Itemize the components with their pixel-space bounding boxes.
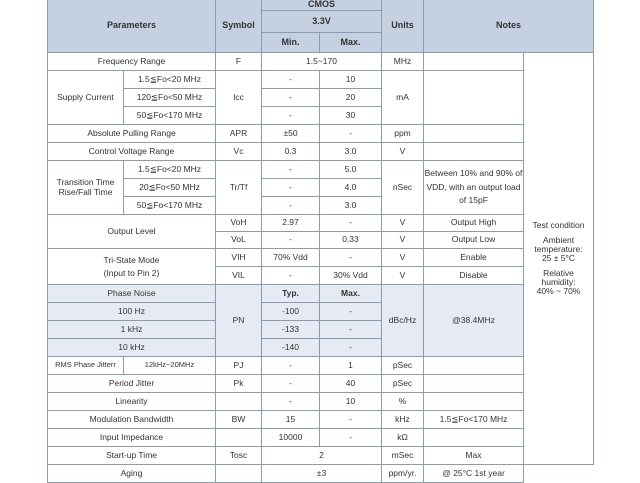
aging-value: ±3 (262, 465, 382, 483)
abs-pulling-param: Absolute Pulling Range (48, 125, 216, 143)
control-voltage-symbol: Vc (216, 143, 262, 161)
relative-humidity (524, 269, 593, 296)
mod-bandwidth-unit: kHz (382, 411, 424, 429)
supply-current-note (424, 71, 524, 125)
period-jitter-min: - (262, 375, 320, 393)
header-max: Max. (320, 33, 382, 53)
transition-time-cond-2: 20≦Fo<50 MHz (124, 179, 216, 197)
humidity-line2: humidity: (541, 276, 576, 287)
vil-note: Disable (424, 267, 524, 285)
header-units: Units (382, 0, 424, 53)
phase-noise-max-label: Max. (320, 285, 382, 303)
mod-bandwidth-max: - (320, 411, 382, 429)
phase-noise-typ-label: Typ. (262, 285, 320, 303)
input-impedance-unit: kΩ (382, 429, 424, 447)
vih-symbol: VIH (216, 249, 262, 267)
transition-time-max-3: 3.0 (320, 197, 382, 215)
abs-pulling-min: ±50 (262, 125, 320, 143)
phase-noise-typ-2: -133 (262, 321, 320, 339)
ambient-value: 25 ± 5°C (541, 253, 576, 264)
spec-table (47, 0, 594, 483)
abs-pulling-unit: ppm (382, 125, 424, 143)
period-jitter-note (424, 375, 524, 393)
linearity-min: - (262, 393, 320, 411)
test-condition-cell (524, 53, 594, 465)
mod-bandwidth-min: 15 (262, 411, 320, 429)
period-jitter-param: Period Jitter (48, 375, 216, 393)
transition-time-param (48, 161, 124, 215)
input-impedance-note (424, 429, 524, 447)
transition-time-max-1: 5.0 (320, 161, 382, 179)
transition-time-cond-1: 1.5≦Fo<20 MHz (124, 161, 216, 179)
linearity-symbol (216, 393, 262, 411)
output-high-symbol: VoH (216, 215, 262, 232)
supply-current-cond-3: 50≦Fo<170 MHz (124, 107, 216, 125)
period-jitter-max: 40 (320, 375, 382, 393)
linearity-unit: % (382, 393, 424, 411)
header-voltage: 3.3V (262, 11, 382, 33)
transition-time-line1: Transition Time (56, 176, 115, 187)
transition-time-unit: nSec (382, 161, 424, 215)
control-voltage-note (424, 143, 524, 161)
control-voltage-max: 3.0 (320, 143, 382, 161)
abs-pulling-symbol: APR (216, 125, 262, 143)
period-jitter-unit: pSec (382, 375, 424, 393)
rms-jitter-unit: pSec (382, 357, 424, 375)
transition-time-min-1: - (262, 161, 320, 179)
frequency-range-symbol: F (216, 53, 262, 71)
aging-param: Aging (48, 465, 216, 483)
input-impedance-max: - (320, 429, 382, 447)
abs-pulling-max: - (320, 125, 382, 143)
supply-current-min-3: - (262, 107, 320, 125)
test-condition-title: Test condition (532, 220, 585, 231)
mod-bandwidth-param: Modulation Bandwidth (48, 411, 216, 429)
input-impedance-param: Input Impedance (48, 429, 216, 447)
transition-time-line2: Rise/Fall Time (58, 186, 113, 197)
supply-current-min-2: - (262, 89, 320, 107)
vih-note: Enable (424, 249, 524, 267)
frequency-range-note (424, 53, 524, 71)
phase-noise-max-2: - (320, 321, 382, 339)
rms-jitter-cond: 12kHz~20MHz (124, 357, 216, 375)
output-high-note: Output High (424, 215, 524, 232)
control-voltage-param: Control Voltage Range (48, 143, 216, 161)
humidity-value: 40% ~ 70% (536, 285, 581, 296)
phase-noise-max-1: - (320, 303, 382, 321)
phase-noise-note: @38.4MHz (424, 285, 524, 357)
supply-current-symbol: Icc (216, 71, 262, 125)
phase-noise-offset-2: 1 kHz (48, 321, 216, 339)
rms-jitter-param: RMS Phase Jitterr (48, 357, 124, 375)
output-low-note: Output Low (424, 232, 524, 249)
vil-min: - (262, 267, 320, 285)
rms-jitter-min: - (262, 357, 320, 375)
abs-pulling-note (424, 125, 524, 143)
phase-noise-max-3: - (320, 339, 382, 357)
phase-noise-unit: dBc/Hz (382, 285, 424, 357)
vih-min: 70% Vdd (262, 249, 320, 267)
tri-state-line1: Tri-State Mode (103, 254, 160, 265)
vil-unit: V (382, 267, 424, 285)
transition-time-cond-3: 50≦Fo<170 MHz (124, 197, 216, 215)
tri-state-param (48, 249, 216, 285)
vih-unit: V (382, 249, 424, 267)
output-high-unit: V (382, 215, 424, 232)
linearity-note (424, 393, 524, 411)
vih-max: - (320, 249, 382, 267)
input-impedance-symbol (216, 429, 262, 447)
ambient-line1: Ambient (542, 235, 575, 246)
startup-time-note: Max (424, 447, 524, 465)
linearity-param: Linearity (48, 393, 216, 411)
frequency-range-unit: MHz (382, 53, 424, 71)
transition-time-note: Between 10% and 90% of VDD, with an output load of 15pF (424, 161, 524, 215)
humidity-line1: Relative (543, 267, 574, 278)
header-symbol: Symbol (216, 0, 262, 53)
supply-current-min-1: - (262, 71, 320, 89)
vil-max: 30% Vdd (320, 267, 382, 285)
supply-current-unit: mA (382, 71, 424, 125)
control-voltage-min: 0.3 (262, 143, 320, 161)
header-parameters: Parameters (48, 0, 216, 53)
rms-jitter-symbol: PJ (216, 357, 262, 375)
header-min: Min. (262, 33, 320, 53)
output-low-unit: V (382, 232, 424, 249)
supply-current-cond-1: 1.5≦Fo<20 MHz (124, 71, 216, 89)
phase-noise-param: Phase Noise (48, 285, 216, 303)
rms-jitter-note (424, 357, 524, 375)
header-cmos: CMOS (262, 0, 382, 11)
output-high-min: 2.97 (262, 215, 320, 232)
supply-current-param: Supply Current (48, 71, 124, 125)
ambient-temperature (524, 236, 593, 263)
aging-unit: ppm/yr. (382, 465, 424, 483)
output-low-symbol: VoL (216, 232, 262, 249)
startup-time-param: Start-up Time (48, 447, 216, 465)
phase-noise-offset-1: 100 Hz (48, 303, 216, 321)
frequency-range-param: Frequency Range (48, 53, 216, 71)
linearity-max: 10 (320, 393, 382, 411)
header-notes: Notes (424, 0, 594, 53)
supply-current-cond-2: 120≦Fo<50 MHz (124, 89, 216, 107)
control-voltage-unit: V (382, 143, 424, 161)
ambient-line2: temperature: (534, 244, 583, 255)
output-low-min: - (262, 232, 320, 249)
phase-noise-offset-3: 10 kHz (48, 339, 216, 357)
rms-jitter-max: 1 (320, 357, 382, 375)
mod-bandwidth-note: 1.5≦Fo<170 MHz (424, 411, 524, 429)
output-high-max: - (320, 215, 382, 232)
tri-state-line2: (Input to Pin 2) (103, 267, 160, 278)
startup-time-symbol: Tosc (216, 447, 262, 465)
phase-noise-symbol: PN (216, 285, 262, 357)
startup-time-value: 2 (262, 447, 382, 465)
spec-table-wrapper (47, 0, 594, 483)
aging-note: @ 25°C 1st year (424, 465, 524, 483)
phase-noise-typ-3: -140 (262, 339, 320, 357)
input-impedance-min: 10000 (262, 429, 320, 447)
output-low-max: 0.33 (320, 232, 382, 249)
supply-current-max-1: 10 (320, 71, 382, 89)
supply-current-max-2: 20 (320, 89, 382, 107)
output-level-param: Output Level (48, 215, 216, 249)
frequency-range-value: 1.5~170 (262, 53, 382, 71)
startup-time-unit: mSec (382, 447, 424, 465)
mod-bandwidth-symbol: BW (216, 411, 262, 429)
transition-time-min-3: - (262, 197, 320, 215)
supply-current-max-3: 30 (320, 107, 382, 125)
transition-time-min-2: - (262, 179, 320, 197)
phase-noise-typ-1: -100 (262, 303, 320, 321)
transition-time-symbol: Tr/Tf (216, 161, 262, 215)
transition-time-max-2: 4.0 (320, 179, 382, 197)
vil-symbol: VIL (216, 267, 262, 285)
period-jitter-symbol: Pk (216, 375, 262, 393)
